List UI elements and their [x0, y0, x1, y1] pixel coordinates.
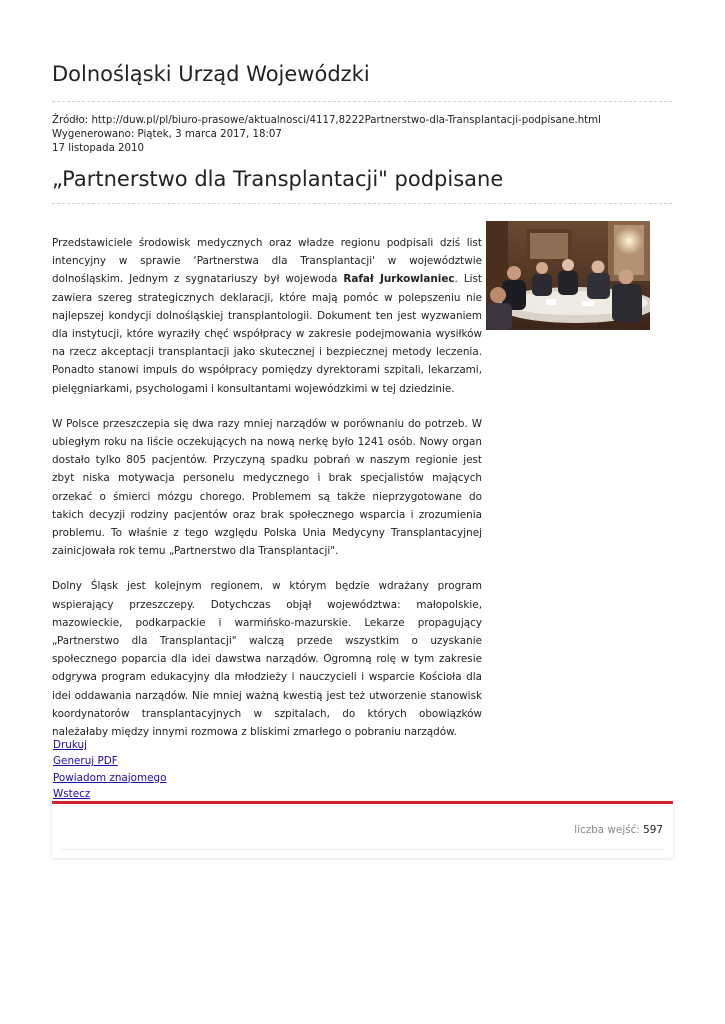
visit-counter — [574, 824, 663, 836]
article-paragraph-1 — [52, 234, 482, 398]
visit-counter-label: liczba wejść: — [574, 824, 640, 836]
generated-line — [52, 128, 601, 142]
header-divider — [52, 101, 672, 102]
back-link[interactable]: Wstecz — [53, 787, 91, 800]
article-title: „Partnerstwo dla Transplantacji" podpisane — [52, 167, 504, 191]
footer-panel — [52, 801, 673, 858]
paragraph-1-end: . List zawiera szereg strategicznych deklaracji, które mają pomóc w polepszeniu nie najlepszej kondycji dolnośląskiej transplantologii. Dokument ten jest wyzwaniem dla instytucji, które wyraziły chęć współpracy w zakresie podejmowania wysiłków na rzecz akceptacji transplantacji jako skutecznej i bezpiecznej metody leczenia. Ponadto stanowi impuls do współpracy pomiędzy dyrektorami szpitali, lekarzami, pielęgniarkami, psychologami i konsultantami wojewódzkimi w tej dziedzinie. — [52, 273, 482, 395]
article-body — [52, 234, 482, 758]
generated-label: Wygenerowano: — [52, 129, 135, 140]
publish-date: 17 listopada 2010 — [52, 143, 144, 154]
source-label: Źródło: — [52, 115, 89, 126]
print-link[interactable]: Drukuj — [53, 739, 88, 751]
site-title: Dolnośląski Urząd Wojewódzki — [52, 62, 370, 86]
article-photo — [486, 221, 650, 330]
article-paragraph-3: Dolny Śląsk jest kolejnym regionem, w którym będzie wdrażany program wspierający przeszczepy. Dotychczas objął województwa: małopolskie, mazowieckie, podkarpackie i warmińsko-mazurskie. Lekarze propagujący „Partnerstwo dla Transplantacji" walczą przede wszystkim o uzyskanie społecznego poparcia dla idei dawstwa narządów. Ogromną rolę w tym zakresie odgrywa program edukacyjny dla młodzieży i nauczycieli i wsparcie Kościoła dla idei oddawania narządów. Nie mniej ważną kwestią jest też utworzenie stanowisk koordynatorów transplantacyjnych w szpitalach, do których obowiązków należałaby między innymi rozmowa z bliskimi zmarłego o pobraniu narządów. — [52, 580, 482, 739]
source-line — [52, 114, 601, 128]
governor-name: Rafał Jurkowlaniec — [343, 273, 455, 286]
title-divider — [52, 203, 672, 204]
article-actions — [53, 737, 167, 802]
footer-divider — [60, 849, 665, 850]
generated-value: Piątek, 3 marca 2017, 18:07 — [137, 129, 282, 140]
generate-pdf-link[interactable]: Generuj PDF — [53, 755, 118, 768]
notify-friend-link[interactable]: Powiadom znajomego — [53, 771, 167, 784]
paragraph-1-start: Przedstawiciele środowisk medycznych oraz władze regionu podpisali dziś list intencyjny w sprawie ‘Partnerstwa dla Transplantacji' w województwie dolnośląskim. Jednym z sygnatariuszy był wojewoda — [52, 237, 482, 286]
article-paragraph-2: W Polsce przeszczepia się dwa razy mniej narządów w porównaniu do potrzeb. W ubiegłym roku na liście oczekujących na nową nerkę było 1241 osób. Nowy organ dostało tylko 805 pacjentów. Przyczyną spadku pobrań w naszym regionie jest zbyt niska motywacja personelu medycznego i brak specjalistów mających orzekać o śmierci mózgu chorego. Problemem są także nieprzygotowane do takich decyzji rodziny pacjentów oraz brak społecznego wsparcia i zrozumienia problemu. To właśnie z tego względu Polska Unia Medycyny Transplantacyjnej zainicjowała rok temu „Partnerstwo dla Transplantacji". — [52, 417, 482, 558]
visit-counter-value: 597 — [643, 824, 663, 836]
document-meta — [52, 114, 601, 156]
source-url: http://duw.pl/pl/biuro-prasowe/aktualnosci/4117,8222Partnerstwo-dla-Transplantacji-podpisane.html — [91, 115, 601, 126]
